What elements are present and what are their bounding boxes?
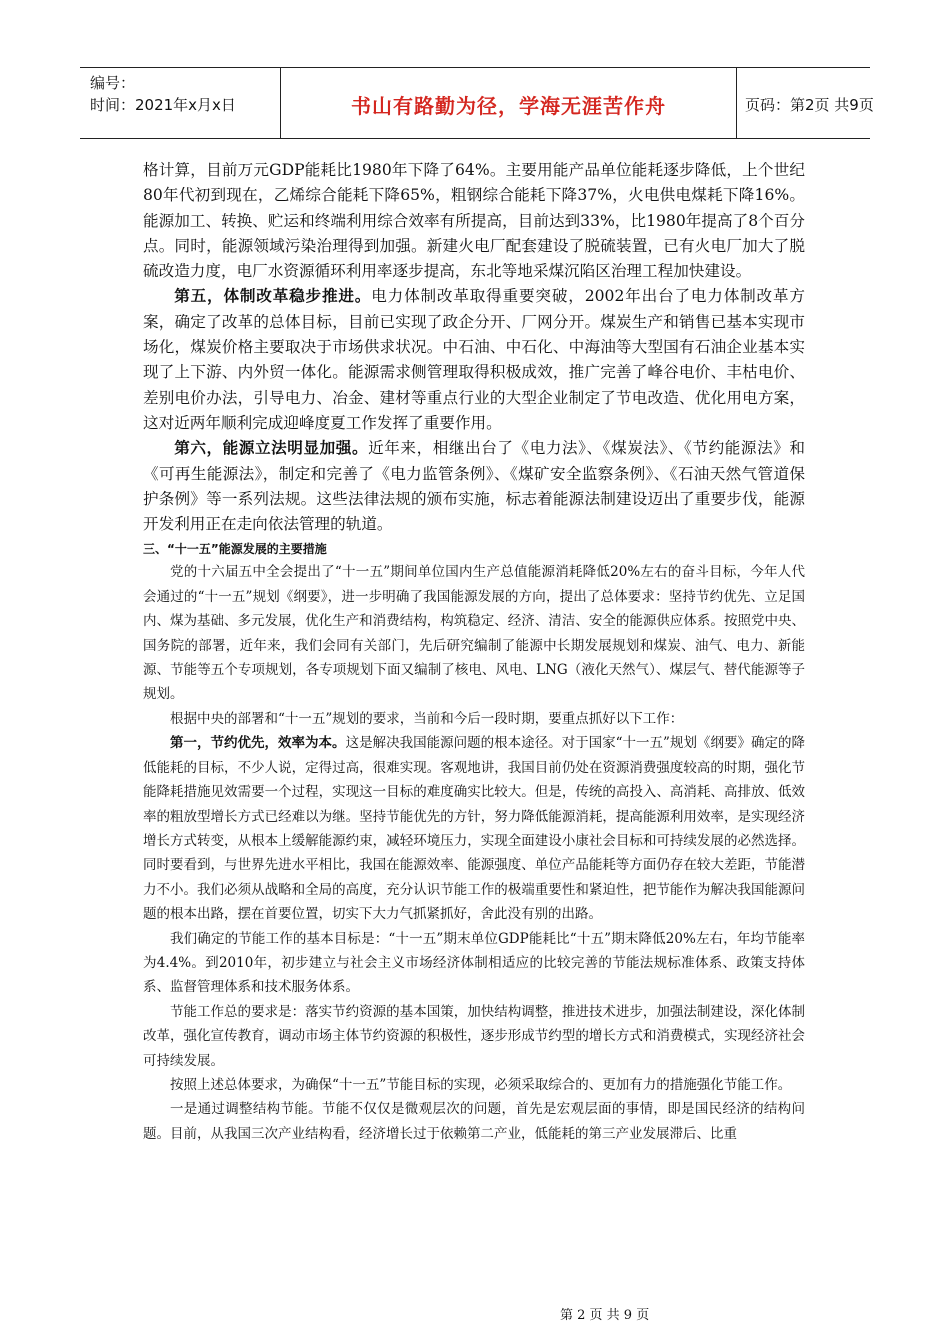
paragraph-intro: 党的十六届五中全会提出了“十一五”期间单位国内生产总值能源消耗降低20%左右的奋斗目标，今年人代会通过的“十一五”规划《纲要》，进一步明确了我国能源发展的方向，提出了总体要求：坚持节约优先、立足国内、煤为基础、多元发展，优化生产和消费结构，构筑稳定、经济、清洁、安全的能源供应体系。按照党中央、国务院的部署，近年来，我们会同有关部门，先后研究编制了能源中长期发展规划和煤炭、油气、电力、新能源、节能等五个专项规划，各专项规划下面又编制了核电、风电、LNG（液化天然气）、煤层气、替代能源等子规划。	[143, 564, 805, 703]
document-body	[143, 158, 805, 1146]
paragraph-targets: 我们确定的节能工作的基本目标是：“十一五”期末单位GDP能耗比“十五”期末降低20%左右，年均节能率为4.4%。到2010年，初步建立与社会主义市场经济体制相适应的比较完善的节能法规标准体系、政策支持体系、监督管理体系和技术服务体系。	[143, 930, 805, 996]
section-heading: 三、“十一五”能源发展的主要措施	[143, 542, 327, 557]
paragraph-first-point	[143, 731, 805, 926]
header-motto-cell	[280, 68, 737, 138]
paragraph-text: 电力体制改革取得重要突破，2002年出台了电力体制改革方案，确定了改革的总体目标，目前已实现了政企分开、厂网分开。煤炭生产和销售已基本实现市场化，煤炭价格主要取决于市场供求状况。中石油、中石化、中海油等大型国有石油企业基本实现了上下游、内外贸一体化。能源需求侧管理取得积极成效，推广完善了峰谷电价、丰枯电价、差别电价办法，引导电力、冶金、建材等重点行业的大型企业制定了节电改造、优化用电方案，这对近两年顺利完成迎峰度夏工作发挥了重要作用。	[143, 287, 805, 432]
header-page-number: 页码：第2页 共9页	[745, 96, 874, 114]
paragraph-fifth-point	[143, 284, 805, 436]
paragraph-lead-heading: 第六，能源立法明显加强。	[174, 439, 369, 458]
page-footer: 第 2 页 共 9 页	[560, 1308, 650, 1323]
paragraph-lead-heading: 第一，节约优先，效率为本。	[170, 735, 346, 752]
document-date-label: 时间：2021年x月x日	[90, 96, 236, 114]
paragraph-sixth-point	[143, 436, 805, 537]
paragraph-structure: 一是通过调整结构节能。节能不仅仅是微观层次的问题，首先是宏观层面的事情，即是国民经济的结构问题。目前，从我国三次产业结构看，经济增长过于依赖第二产业，低能耗的第三产业发展滞后、比重	[143, 1101, 805, 1142]
page-header	[80, 67, 874, 139]
paragraph-lead-heading: 第五，体制改革稳步推进。	[174, 287, 372, 306]
paragraph-measures: 按照上述总体要求，为确保“十一五”节能目标的实现，必须采取综合的、更加有力的措施强化节能工作。	[170, 1076, 792, 1093]
paragraph-text: 这是解决我国能源问题的根本途径。对于国家“十一五”规划《纲要》确定的降低能耗的目标，不少人说，定得过高，很难实现。客观地讲，我国目前仍处在资源消费强度较高的时期，强化节能降耗措施见效需要一个过程，实现这一目标的难度确实比较大。但是，传统的高投入、高消耗、高排放、低效率的粗放型增长方式已经难以为继。坚持节能优先的方针，努力降低能源消耗，提高能源利用效率，是实现经济增长方式转变，从根本上缓解能源约束，减轻环境压力，实现全面建设小康社会目标和可持续发展的必然选择。同时要看到，与世界先进水平相比，我国在能源效率、能源强度、单位产品能耗等方面仍存在较大差距，节能潜力不小。我们必须从战略和全局的高度，充分认识节能工作的极端重要性和紧迫性，把节能作为解决我国能源问题的根本出路，摆在首要位置，切实下大力气抓紧抓好，舍此没有别的出路。	[143, 735, 806, 923]
paragraph-continued: 格计算，目前万元GDP能耗比1980年下降了64%。主要用能产品单位能耗逐步降低，上个世纪80年代初到现在，乙烯综合能耗下降65%，粗钢综合能耗下降37%，火电供电煤耗下降16%。能源加工、转换、贮运和终端利用综合效率有所提高，目前达到33%，比1980年提高了8个百分点。同时，能源领域污染治理得到加强。新建火电厂配套建设了脱硫装置，已有火电厂加大了脱硫改造力度，电厂水资源循环利用率逐步提高，东北等地采煤沉陷区治理工程加快建设。	[143, 161, 805, 281]
paragraph-text: 近年来，相继出台了《电力法》、《煤炭法》、《节约能源法》和《可再生能源法》，制定和完善了《电力监管条例》、《煤矿安全监察条例》、《石油天然气管道保护条例》等一系列法规。这些法律法规的颁布实施，标志着能源法制建设迈出了重要步伐，能源开发利用正在走向依法管理的轨道。	[143, 439, 805, 534]
header-meta-cell	[80, 68, 280, 138]
document-number-label: 编号：	[90, 74, 136, 92]
header-motto: 书山有路勤为径，学海无涯苦作舟	[351, 94, 666, 118]
paragraph-requirements: 根据中央的部署和“十一五”规划的要求，当前和今后一段时期，要重点抓好以下工作：	[170, 710, 684, 727]
paragraph-general-requirements: 节能工作总的要求是：落实节约资源的基本国策，加快结构调整，推进技术进步，加强法制建设，深化体制改革，强化宣传教育，调动市场主体节约资源的积极性，逐步形成节约型的增长方式和消费模式，实现经济社会可持续发展。	[143, 1003, 805, 1069]
header-page-cell	[735, 68, 874, 138]
